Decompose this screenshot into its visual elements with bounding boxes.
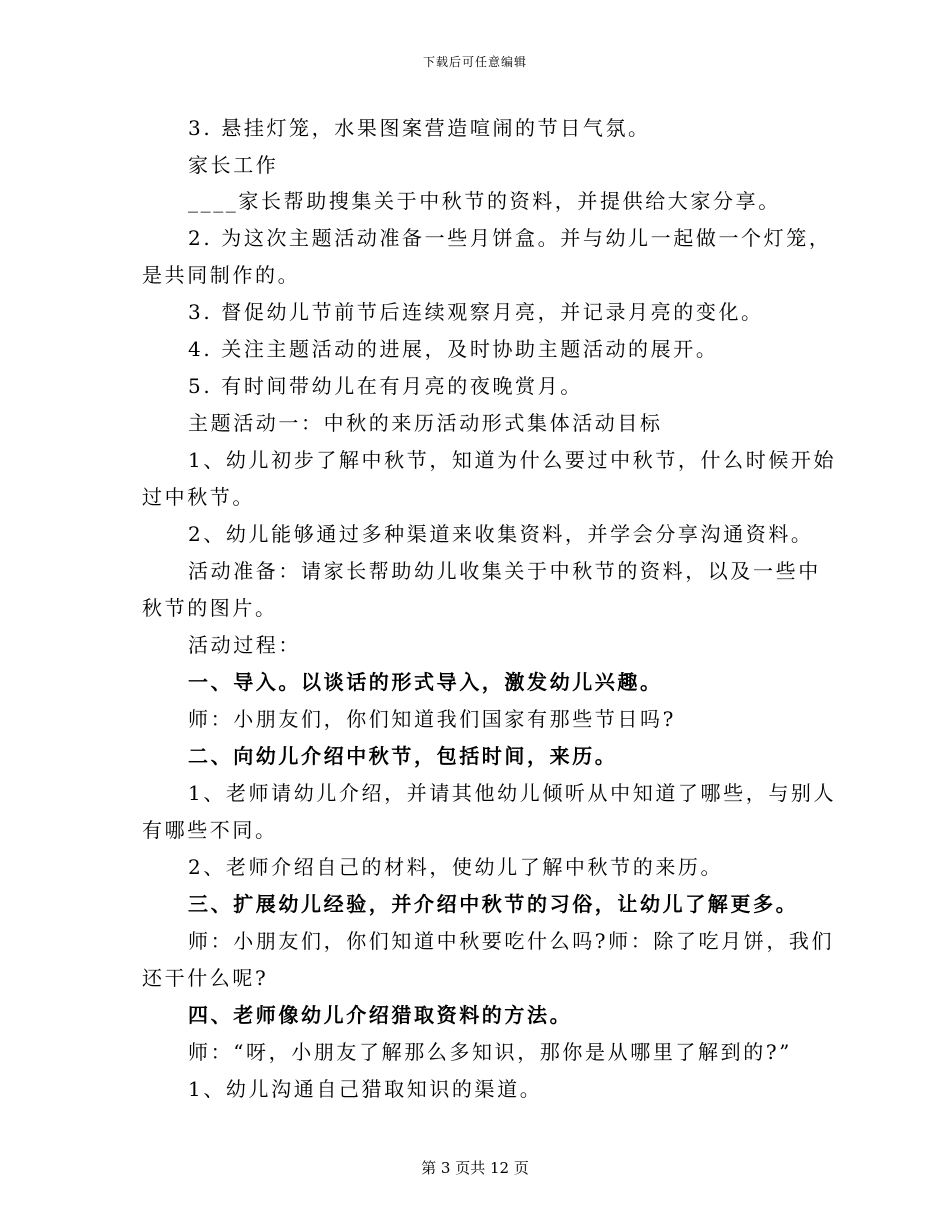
- paragraph-line: 是共同制作的。: [142, 263, 301, 287]
- page-header: 下载后可任意编辑: [422, 55, 527, 69]
- paragraph-line: 师：“呀，小朋友了解那么多知识，那你是从哪里了解到的?”: [188, 1040, 792, 1064]
- paragraph-line: 家长工作: [188, 153, 279, 177]
- paragraph-line: 主题活动一：中秋的来历活动形式集体活动目标: [188, 411, 663, 435]
- paragraph-line: 1、幼儿初步了解中秋节，知道为什么要过中秋节，什么时候开始: [188, 448, 837, 472]
- paragraph-line: 1、幼儿沟通自己猎取知识的渠道。: [188, 1077, 543, 1101]
- paragraph-line: 2、幼儿能够通过多种渠道来收集资料，并学会分享沟通资料。: [188, 522, 814, 546]
- paragraph-line: 2、老师介绍自己的材料，使幼儿了解中秋节的来历。: [188, 855, 724, 879]
- paragraph-line: 过中秋节。: [142, 485, 255, 509]
- paragraph-line: 5. 有时间带幼儿在有月亮的夜晚赏月。: [188, 374, 583, 398]
- paragraph-line: 活动过程：: [188, 633, 301, 657]
- paragraph-line: 师：小朋友们，你们知道中秋要吃什么吗?师：除了吃月饼，我们: [188, 929, 835, 953]
- paragraph-line: 还干什么呢?: [142, 966, 269, 990]
- section-heading: 二、向幼儿介绍中秋节，包括时间，来历。: [188, 744, 618, 768]
- section-heading: 四、老师像幼儿介绍猎取资料的方法。: [188, 1003, 573, 1027]
- paragraph-line: 活动准备：请家长帮助幼儿收集关于中秋节的资料，以及一些中: [188, 559, 821, 583]
- paragraph-line: 师：小朋友们，你们知道我们国家有那些节日吗?: [188, 707, 676, 731]
- section-heading: 一、导入。以谈话的形式导入，激发幼儿兴趣。: [188, 670, 663, 694]
- paragraph-line: 3. 悬挂灯笼，水果图案营造喧闹的节日气氛。: [188, 116, 651, 140]
- paragraph-line: 4. 关注主题活动的进展，及时协助主题活动的展开。: [188, 337, 719, 361]
- paragraph-line: 有哪些不同。: [142, 818, 278, 842]
- paragraph-line: ____家长帮助搜集关于中秋节的资料，并提供给大家分享。: [188, 189, 781, 213]
- page-footer: 第 3 页共 12 页: [421, 1159, 529, 1177]
- paragraph-line: 秋节的图片。: [142, 596, 278, 620]
- paragraph-line: 1、老师请幼儿介绍，并请其他幼儿倾听从中知道了哪些，与别人: [188, 781, 837, 805]
- paragraph-line: 2. 为这次主题活动准备一些月饼盒。并与幼儿一起做一个灯笼，: [188, 226, 832, 250]
- paragraph-line: 3. 督促幼儿节前节后连续观察月亮，并记录月亮的变化。: [188, 300, 764, 324]
- section-heading: 三、扩展幼儿经验，并介绍中秋节的习俗，让幼儿了解更多。: [188, 892, 799, 916]
